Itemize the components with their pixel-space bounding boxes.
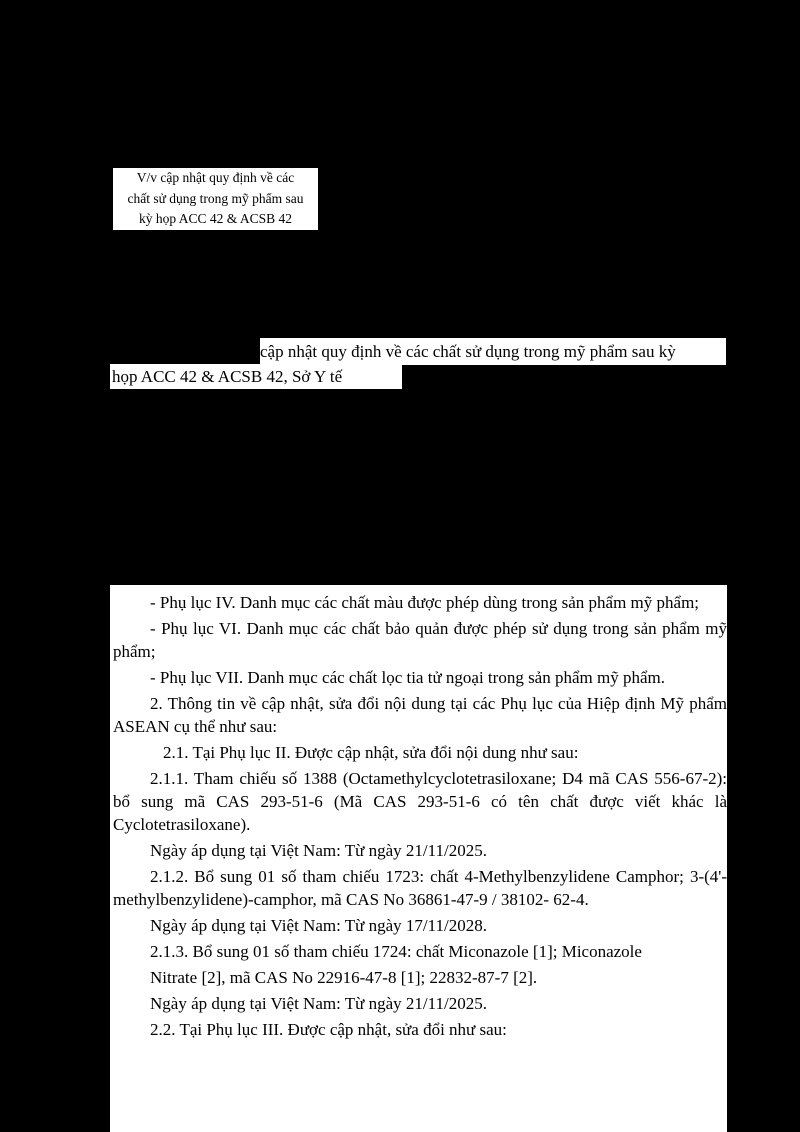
- intro-line-2: họp ACC 42 & ACSB 42, Sở Y tế: [110, 364, 402, 389]
- document-body: [110, 585, 727, 1132]
- section-2-2-heading: 2.2. Tại Phụ lục III. Được cập nhật, sửa đổi như sau:: [150, 1020, 507, 1039]
- section-2-1-heading: 2.1. Tại Phụ lục II. Được cập nhật, sửa đổi nội dung như sau:: [163, 743, 579, 762]
- appendix-vi-item: - Phụ lục VI. Danh mục các chất bảo quản được phép sử dụng trong sản phẩm mỹ phẩm;: [113, 619, 727, 661]
- item-2-1-1: 2.1.1. Tham chiếu số 1388 (Octamethylcyclotetrasiloxane; D4 mã CAS 556-67-2): bổ sung mã CAS 293-51-6 (Mã CAS 293-51-6 có tên chất được viết khác là Cyclotetrasiloxane).: [113, 769, 727, 834]
- item-2-1-2: 2.1.2. Bổ sung 01 số tham chiếu 1723: chất 4-Methylbenzylidene Camphor; 3-(4'-methylbenzylidene)-camphor, mã CAS No 36861-47-9 / 38102- 62-4.: [113, 867, 727, 909]
- appendix-iv-item: - Phụ lục IV. Danh mục các chất màu được phép dùng trong sản phẩm mỹ phẩm;: [150, 593, 700, 612]
- item-2-1-3-line-1: 2.1.3. Bổ sung 01 số tham chiếu 1724: chất Miconazole [1]; Miconazole: [150, 942, 642, 961]
- application-date-3: Ngày áp dụng tại Việt Nam: Từ ngày 21/11/2025.: [150, 994, 487, 1013]
- appendix-vii-item: - Phụ lục VII. Danh mục các chất lọc tia tử ngoại trong sản phẩm mỹ phẩm.: [150, 668, 665, 687]
- subject-line-3: kỳ họp ACC 42 & ACSB 42: [138, 211, 293, 226]
- application-date-2: Ngày áp dụng tại Việt Nam: Từ ngày 17/11/2028.: [150, 916, 487, 935]
- subject-line-1: V/v cập nhật quy định về các: [136, 170, 295, 185]
- section-2-paragraph: 2. Thông tin về cập nhật, sửa đổi nội dung tại các Phụ lục của Hiệp định Mỹ phẩm ASEAN cụ thể như sau:: [113, 694, 727, 736]
- subject-block: [113, 168, 318, 230]
- item-2-1-3-line-2: Nitrate [2], mã CAS No 22916-47-8 [1]; 22832-87-7 [2].: [150, 968, 538, 987]
- application-date-1: Ngày áp dụng tại Việt Nam: Từ ngày 21/11/2025.: [150, 841, 487, 860]
- subject-line-2: chất sử dụng trong mỹ phẩm sau: [127, 190, 304, 206]
- intro-line-1: cập nhật quy định về các chất sử dụng trong mỹ phẩm sau kỳ: [260, 338, 726, 365]
